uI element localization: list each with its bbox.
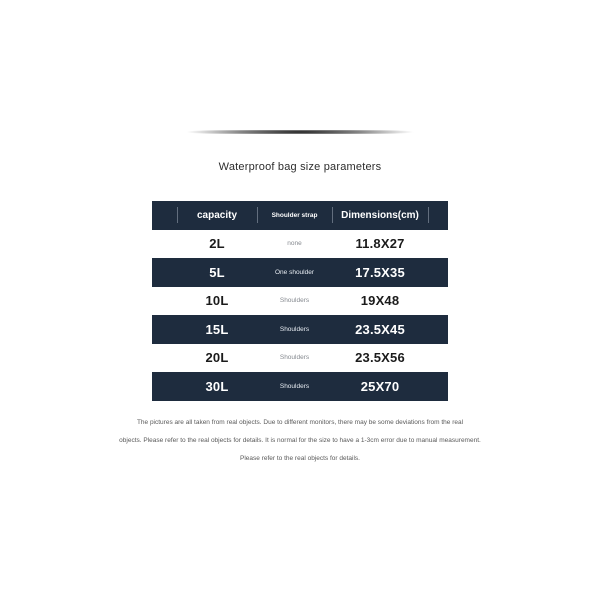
footer-line: The pictures are all taken from real objects. Due to different monitors, there may be some deviations from the real [136,419,464,426]
dimensions-cell: 17.5X35 [355,264,405,280]
header-capacity: capacity [196,209,238,221]
header-column-divider [428,207,429,223]
footer-line: objects. Please refer to the real objects for details. It is normal for the size to have a 1-3cm error due to manual measurement. [119,437,481,444]
shoulder-strap-cell: Shoulders [279,382,310,390]
dimensions-cell: 23.5X56 [355,350,405,366]
capacity-cell: 20L [205,350,229,366]
table-header-row [152,201,448,230]
footer-line: Please refer to the real objects for details. [240,455,360,462]
table-row [152,372,448,401]
shoulder-strap-cell: Shoulders [279,297,310,305]
page-title: Waterproof bag size parameters [218,161,382,173]
header-dimensions: Dimensions(cm) [341,209,419,221]
header-shoulder-strap: Shoulder strap [271,211,318,219]
section-divider-line [176,130,424,134]
capacity-cell: 5L [209,264,225,280]
dimensions-cell: 23.5X45 [355,321,405,337]
dimensions-cell: 11.8X27 [355,236,405,252]
table-row [152,287,448,316]
dimensions-cell: 25X70 [360,378,400,394]
capacity-cell: 30L [205,378,229,394]
header-column-divider [332,207,333,223]
table-body [152,230,448,401]
capacity-cell: 15L [205,321,229,337]
shoulder-strap-cell: Shoulders [279,325,310,333]
size-parameters-table [152,201,448,401]
header-column-divider [177,207,178,223]
table-row [152,315,448,344]
table-row [152,230,448,259]
shoulder-strap-cell: Shoulders [279,354,310,362]
table-row [152,258,448,287]
footer-disclaimer [50,414,550,468]
shoulder-strap-cell: One shoulder [274,268,315,276]
table-row [152,344,448,373]
header-column-divider [257,207,258,223]
capacity-cell: 10L [205,293,229,309]
dimensions-cell: 19X48 [360,293,400,309]
shoulder-strap-cell: none [287,240,302,248]
capacity-cell: 2L [209,236,225,252]
